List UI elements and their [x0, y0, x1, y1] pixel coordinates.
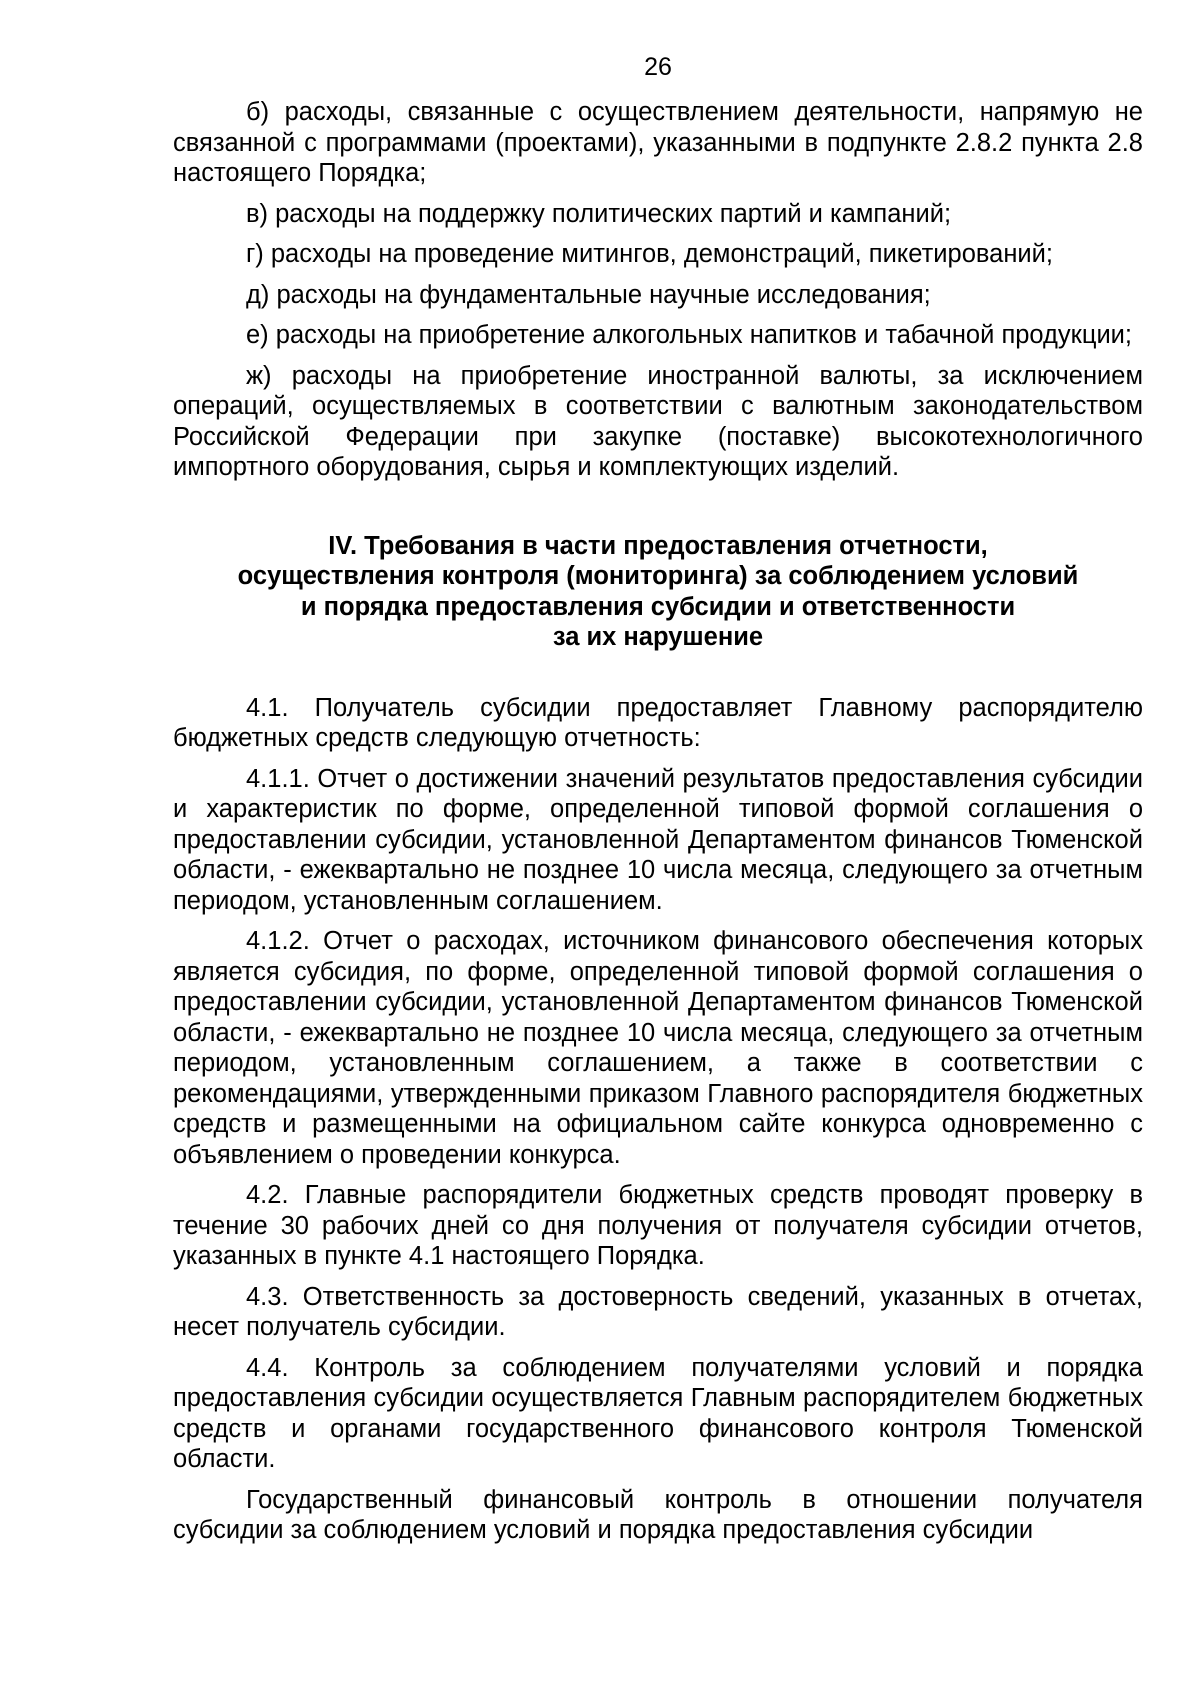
paragraph-4-1: 4.1. Получатель субсидии предоставляет Главному распорядителю бюджетных средств следующую отчетность: [173, 693, 1143, 752]
paragraph-expense-g: г) расходы на проведение митингов, демонстраций, пикетирований; [246, 240, 1053, 268]
document-page [173, 52, 1143, 1556]
paragraph-4-1-2: 4.1.2. Отчет о расходах, источником финансового обеспечения которых является субсидия, по форме, определенной типовой формой соглашения о предоставлении субсидии, установленной Департаментом финансов Тюменской области, - ежеквартально не позднее 10 числа месяца, следующего за отчетным периодом, установленным соглашением, а также в соответствии с рекомендациями, утвержденными приказом Главного распорядителя бюджетных средств и размещенными на официальном сайте конкурса одновременно с объявлением о проведении конкурса. [173, 927, 1143, 1169]
paragraph-expense-v: в) расходы на поддержку политических партий и кампаний; [246, 199, 952, 228]
page-number: 26 [644, 53, 672, 81]
paragraph-expense-zh: ж) расходы на приобретение иностранной валюты, за исключением операций, осуществляемых в соответствии с валютным законодательством Российской Федерации при закупке (поставке) высокотехнологичного импортного оборудования, сырья и комплектующих изделий. [173, 361, 1143, 481]
paragraph-4-4: 4.4. Контроль за соблюдением получателями условий и порядка предоставления субсидии осуществляется Главным распорядителем бюджетных средств и органами государственного финансового контроля Тюменской области. [173, 1353, 1143, 1473]
paragraph-4-2: 4.2. Главные распорядители бюджетных средств проводят проверку в течение 30 рабочих дней со дня получения от получателя субсидии отчетов, указанных в пункте 4.1 настоящего Порядка. [173, 1181, 1143, 1270]
paragraph-state-control: Государственный финансовый контроль в отношении получателя субсидии за соблюдением условий и порядка предоставления субсидии [173, 1485, 1143, 1544]
paragraph-4-3: 4.3. Ответственность за достоверность сведений, указанных в отчетах, несет получатель субсидии. [173, 1282, 1143, 1341]
paragraph-expense-e: е) расходы на приобретение алкогольных напитков и табачной продукции; [246, 321, 1133, 349]
section-heading-line: IV. Требования в части предоставления отчетности, [328, 531, 988, 560]
section-heading-line: и порядка предоставления субсидии и ответственности [300, 592, 1016, 621]
paragraph-4-1-1: 4.1.1. Отчет о достижении значений результатов предоставления субсидии и характеристик по форме, определенной типовой формой соглашения о предоставлении субсидии, установленной Департаментом финансов Тюменской области, - ежеквартально не позднее 10 числа месяца, следующего за отчетным периодом, установленным соглашением. [173, 764, 1143, 915]
paragraph-expense-d: д) расходы на фундаментальные научные исследования; [246, 280, 931, 309]
section-heading [173, 531, 1143, 653]
paragraph-expense-b: б) расходы, связанные с осуществлением деятельности, напрямую не связанной с программами (проектами), указанными в подпункте 2.8.2 пункта 2.8 настоящего Порядка; [173, 98, 1143, 187]
section-heading-line: за их нарушение [552, 623, 764, 651]
section-heading-line: осуществления контроля (мониторинга) за соблюдением условий [237, 562, 1079, 590]
